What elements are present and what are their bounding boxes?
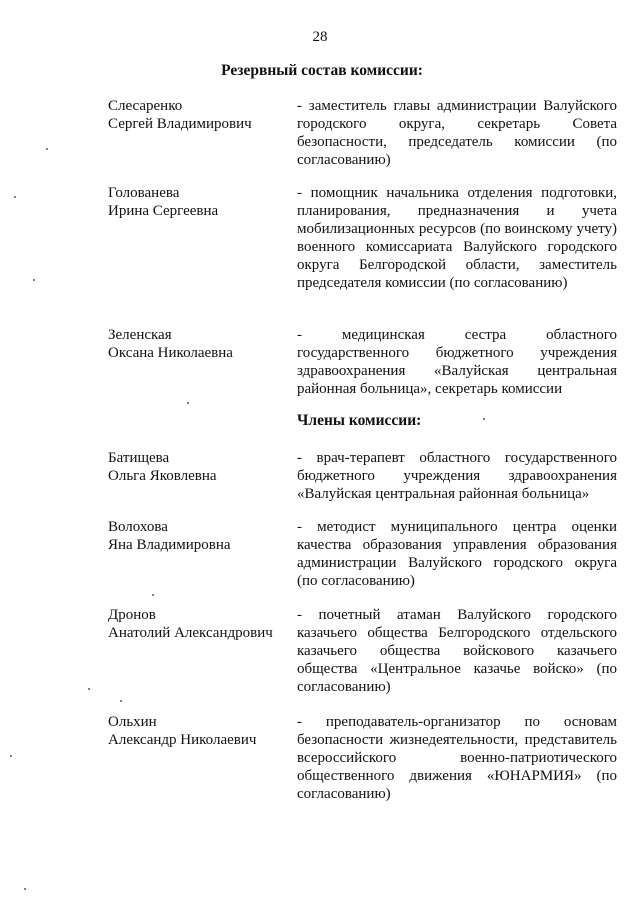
scan-speck [33,279,35,281]
person-given-name: Ольга Яковлевна [108,468,217,484]
person-given-name: Ирина Сергеевна [108,203,219,219]
reserve-section-heading: Резервный состав комиссии: [221,62,423,79]
person-surname: Дронов [108,607,156,623]
person-name [108,97,293,133]
scan-speck [10,755,12,757]
person-name [108,449,293,485]
scan-speck [120,700,122,702]
person-role: - методист муниципального центра оценки качества образования управления образования администрации Валуйского городского округа (по согласованию) [297,519,617,589]
person-name [108,184,293,220]
scan-speck [187,402,189,404]
person-given-name: Оксана Николаевна [108,345,233,361]
page-number: 28 [312,29,328,45]
person-role: - врач-терапевт областного государственного бюджетного учреждения здравоохранения «Валуйская центральная районная больница» [297,450,617,502]
person-given-name: Александр Николаевич [108,732,257,748]
scan-speck [88,688,90,690]
scan-speck [46,148,48,150]
scan-speck [24,888,26,890]
person-role: - медицинская сестра областного государственного бюджетного учреждения здравоохранения «Валуйская центральная районная больница», секретарь комиссии [297,327,617,397]
person-name [108,606,293,642]
person-role: - помощник начальника отделения подготовки, планирования, предназначения и учета мобилизационных ресурсов (по воинскому учету) военного комиссариата Валуйского городского округа Белгородской области, заместитель председателя комиссии (по согласованию) [297,185,617,291]
person-given-name: Сергей Владимирович [108,116,252,132]
person-name [108,518,293,554]
person-surname: Ольхин [108,714,157,730]
person-name [108,326,293,362]
scan-speck [152,594,154,596]
person-given-name: Яна Владимировна [108,537,231,553]
person-role: - почетный атаман Валуйского городского казачьего общества Белгородского отдельского казачьего общества войскового казачьего общества «Центральное казачье войско» (по согласованию) [297,607,617,695]
person-surname: Голованева [108,185,180,201]
person-surname: Слесаренко [108,98,183,114]
person-role: - заместитель главы администрации Валуйского городского округа, секретарь Совета безопасности, председатель комиссии (по согласованию) [297,98,617,168]
scan-speck [483,418,485,420]
person-surname: Батищева [108,450,170,466]
person-role: - преподаватель-организатор по основам безопасности жизнедеятельности, представитель всероссийского военно-патриотического общественного движения «ЮНАРМИЯ» (по согласованию) [297,714,617,802]
person-given-name: Анатолий Александрович [108,625,273,641]
person-surname: Волохова [108,519,168,535]
members-section-heading: Члены комиссии: [297,412,422,429]
person-surname: Зеленская [108,327,172,343]
scan-speck [14,196,16,198]
person-name [108,713,293,749]
